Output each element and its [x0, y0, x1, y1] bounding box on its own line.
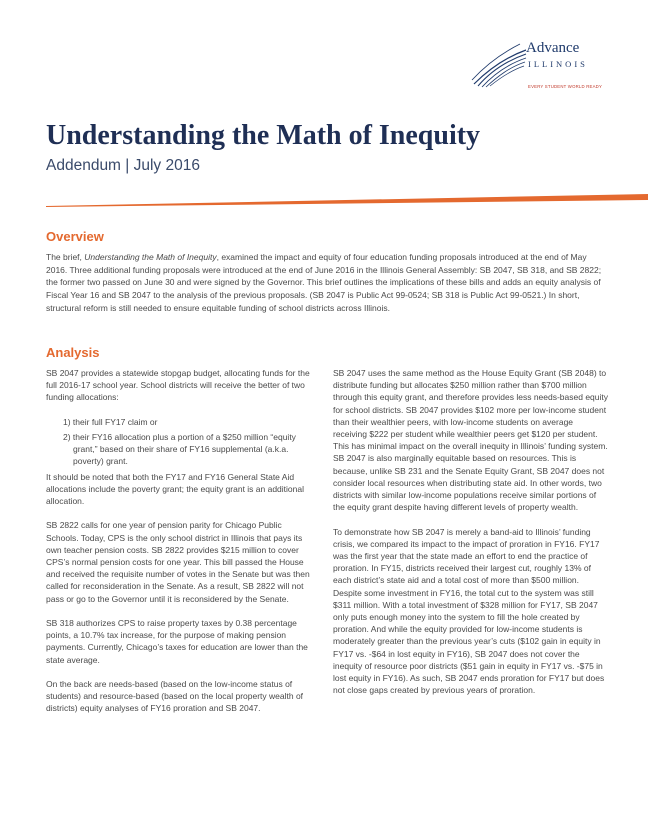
analysis-heading: Analysis	[46, 345, 100, 360]
allocation-list	[46, 416, 314, 468]
left-paragraph-1: SB 2047 provides a statewide stopgap budget, allocating funds for the full 2016-17 school year. School districts will receive the better of two funding allocations:	[46, 368, 310, 403]
brief-title: Understanding the Math of Inequity	[84, 252, 217, 262]
right-paragraph-2: To demonstrate how SB 2047 is merely a band-aid to Illinois’ funding crisis, we compared its impact to the impact of proration in FY16. FY17 was the first year that the state made an effort to end the practice of proration. In FY15, districts received their largest cut, roughly 13% of each district’s state aid and a total cost of more than $500 million. Despite some investment in FY16, the total cut to the system was still $311 million. With a total investment of $328 million for FY17, SB 2047 only puts enough money into the system to fill the hole created by proration. And while the equity provided for low-income students is moderately greater than the previous year’s cuts ($102 gain in equity in FY17 vs. -$64 in lost equity in FY16), SB 2047 does not cover the inequity of resource poor districts ($51 gain in equity in FY17 vs. -$75 in lost equity in FY16). As such, SB 2047 ends proration for FY17 but does not close gaps created by previous years of proration.	[333, 526, 605, 696]
overview-paragraph	[46, 251, 608, 315]
list-item-2: 2) their FY16 allocation plus a portion of a $250 million “equity grant,” based on their share of FY16 supplemental (a.k.a. poverty) grant.	[63, 432, 296, 467]
page-subtitle: Addendum | July 2016	[46, 157, 200, 174]
overview-intro: The brief,	[46, 252, 85, 262]
advance-illinois-logo	[470, 40, 620, 100]
right-paragraph-1: SB 2047 uses the same method as the House Equity Grant (SB 2048) to distribute funding but allocates $250 million rather than $700 million through this equity grant, and therefore provides less needs-based equity for school districts. SB 2047 provides $102 more per low-income student than their wealthier peers, with low-income students on average receiving $222 per student while wealthier peers get $120 per student. This has minimal impact on the overall inequity in Illinois’ funding system. SB 2047 is also marginally equitable based on resources. This is because, unlike SB 231 and the Senate Equity Grant, SB 2047 does not consider local resources when distributing state aid. In other words, two districts with similar low-income populations receive similar portions of the equity grant despite having different levels of property wealth.	[333, 368, 609, 513]
list-item-1: 1) their full FY17 claim or	[63, 416, 158, 427]
brand-state: ILLINOIS	[528, 59, 588, 69]
left-paragraph-4: SB 318 authorizes CPS to raise property taxes by 0.38 percentage points, a 10.7% tax increase, for the purpose of making pension payments. Currently, Chicago’s taxes for education are lower than the state average.	[46, 618, 308, 665]
orange-divider	[46, 192, 648, 210]
left-paragraph-3: SB 2822 calls for one year of pension parity for Chicago Public Schools. Today, CPS is the only school district in Illinois that pays its own teacher pension costs. SB 2822 provides $215 million to cover CPS’s normal pension costs for one year. This bill passed the House and received the requisite number of votes in the Senate but was then called for reconsideration in the Senate. As a result, SB 2822 will not pass or go to the Governor until it is reconsidered by the Senate.	[46, 520, 310, 604]
analysis-right-column	[333, 367, 608, 709]
page-title: Understanding the Math of Inequity	[46, 120, 481, 151]
left-paragraph-2: It should be noted that both the FY17 and FY16 General State Aid allocations include the poverty grant; the equity grant is an additional allocation.	[46, 471, 304, 507]
overview-heading: Overview	[46, 229, 104, 244]
swoosh-icon	[470, 40, 530, 90]
overview-body: , examined the impact and equity of four education funding proposals introduced at the end of May 2016. Three additional funding proposals were introduced at the end of June 2016 in the Illinois General Assembly: SB 2047, SB 318, and SB 2822; the former two passed on June 30 and were signed by the Governor. This brief outlines the implications of these bills and adds an equity analysis of Fiscal Year 16 and SB 2047 to the analysis of the previous proposals. (SB 2047 is Public Act 99-0524; SB 318 is Public Act 99-0521.) In short, structural reform is still needed to ensure equitable funding of school districts across Illinois.	[46, 252, 602, 313]
brand-name: Advance	[526, 40, 580, 56]
brand-tagline: EVERY STUDENT WORLD READY	[528, 84, 603, 89]
left-paragraph-5: On the back are needs-based (based on the low-income status of students) and resource-based (based on the local property wealth of districts) equity analyses of FY16 proration and SB 2047.	[46, 679, 304, 714]
analysis-left-column	[46, 367, 314, 727]
